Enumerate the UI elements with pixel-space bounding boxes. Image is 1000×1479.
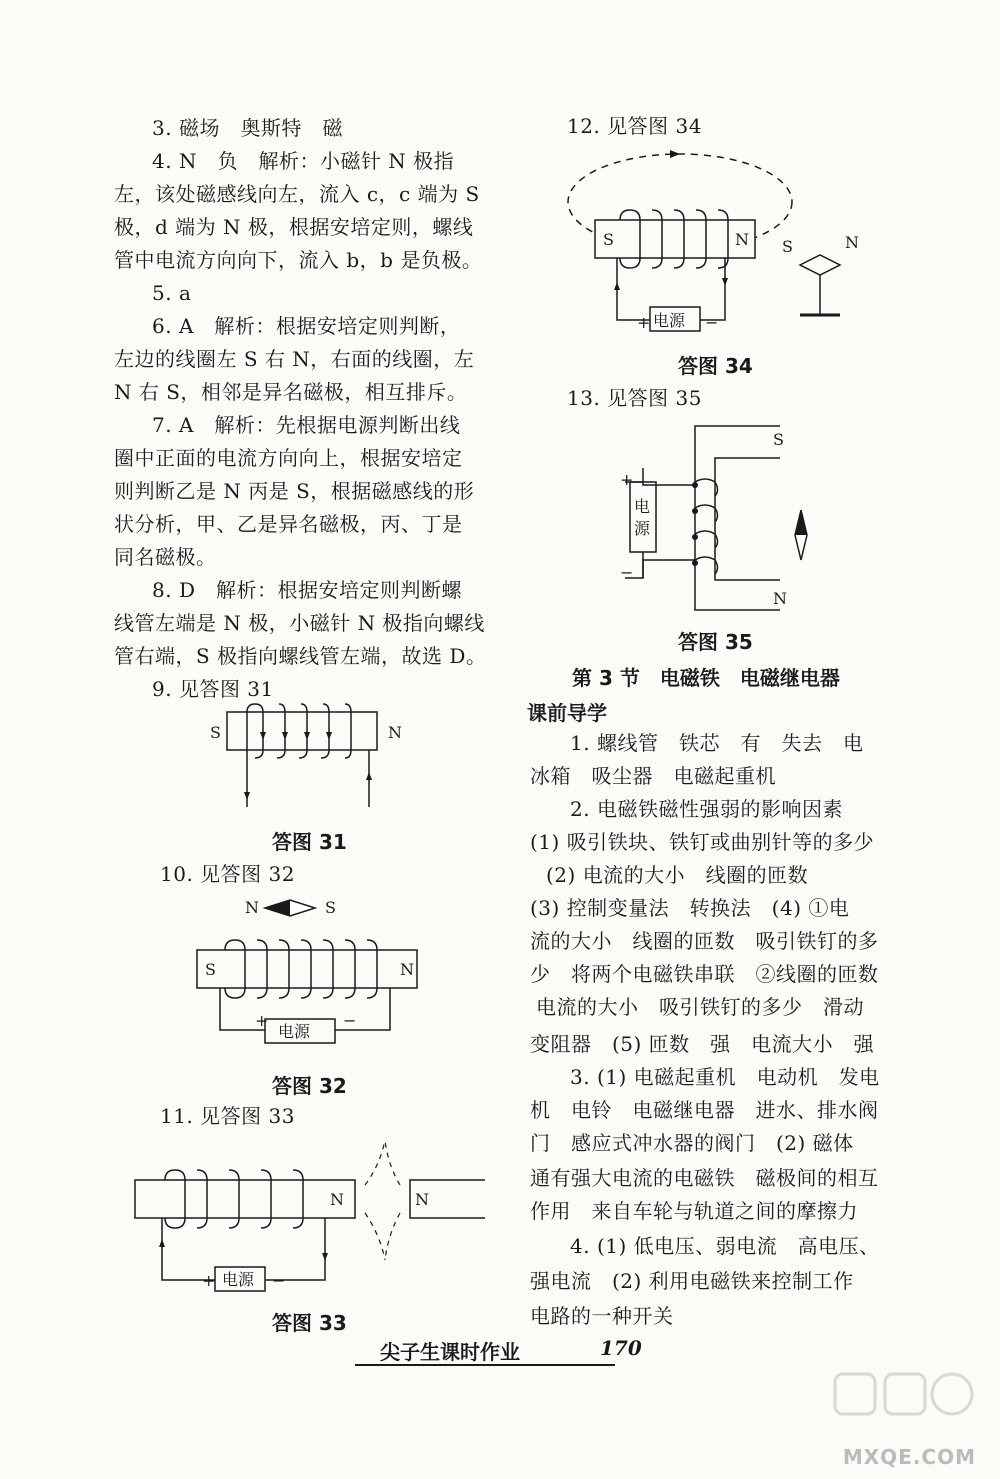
fig35-caption: 答图 35 [678, 630, 753, 654]
fig32-needle-n: N [245, 898, 259, 917]
watermark-url: MXQE.COM [842, 1445, 976, 1469]
fig33-caption: 答图 33 [272, 1311, 347, 1335]
fig34-plus: + [637, 313, 651, 332]
prep-1-line2: 冰箱 吸尘器 电磁起重机 [530, 764, 776, 788]
fig31-caption: 答图 31 [272, 830, 347, 854]
answer-6-line3: N 右 S，相邻是异名磁极，相互排斥。 [114, 380, 468, 404]
answer-7-line1: 7. A 解析：先根据电源判断出线 [152, 413, 461, 437]
answer-7-line3: 则判断乙是 N 丙是 S，根据磁感线的形 [114, 479, 475, 503]
answer-4-line2: 左，该处磁感线向左，流入 c，c 端为 S [114, 182, 480, 206]
prep-3-line1: 3. (1) 电磁起重机 电动机 发电 [570, 1065, 880, 1089]
prep-3-line4: 通有强大电流的电磁铁 磁极间的相互 [530, 1166, 879, 1190]
fig32-minus: − [343, 1011, 357, 1030]
prep-4-line1: 4. (1) 低电压、弱电流 高电压、 [570, 1234, 880, 1258]
prep-2-line6: 少 将两个电磁铁串联 ②线圈的匝数 [530, 962, 879, 986]
page-number: 170 [600, 1336, 642, 1360]
prep-3-line5: 作用 来自车轮与轨道之间的摩擦力 [530, 1199, 858, 1223]
figure-34 [565, 150, 865, 340]
fig35-power-2: 源 [634, 519, 651, 538]
fig34-s-label: S [603, 230, 614, 249]
fig32-n-label: N [400, 960, 414, 979]
figure-33 [130, 1135, 490, 1295]
watermark-logo [830, 1359, 980, 1439]
page-footer [355, 1330, 655, 1370]
answer-4-line3: 极，d 端为 N 极，根据安培定则，螺线 [114, 215, 474, 239]
footer-book-title: 尖子生课时作业 [380, 1340, 520, 1364]
answer-5: 5. a [152, 281, 192, 305]
answer-12: 12. 见答图 34 [567, 114, 702, 138]
fig32-s-label: S [205, 960, 216, 979]
answer-8-line2: 线管左端是 N 极，小磁针 N 极指向螺线 [114, 611, 485, 635]
answer-7-line5: 同名磁极。 [114, 545, 217, 569]
subsection-title: 课前导学 [527, 701, 607, 725]
fig35-minus: − [620, 563, 634, 582]
answer-6-line2: 左边的线圈左 S 右 N，右面的线圈，左 [114, 347, 475, 371]
fig34-power: 电源 [653, 311, 686, 330]
fig33-n1: N [330, 1190, 344, 1209]
fig34-caption: 答图 34 [678, 354, 753, 378]
answer-6-line1: 6. A 解析：根据安培定则判断， [152, 314, 461, 338]
fig34-needle-n: N [845, 233, 859, 252]
answer-13: 13. 见答图 35 [567, 386, 702, 410]
figure-35 [615, 420, 825, 620]
fig34-needle-s: S [782, 237, 793, 256]
prep-2-line5: 流的大小 线圈的匝数 吸引铁钉的多 [530, 929, 879, 953]
prep-3-line2: 机 电铃 电磁继电器 进水、排水阀 [530, 1098, 879, 1122]
fig33-n2: N [415, 1190, 429, 1209]
fig33-plus: + [202, 1271, 216, 1290]
answer-8-line1: 8. D 解析：根据安培定则判断螺 [152, 578, 462, 602]
prep-2-line3: (2) 电流的大小 线圈的匝数 [546, 863, 809, 887]
fig32-plus: + [255, 1011, 269, 1030]
fig32-power: 电源 [278, 1022, 311, 1041]
prep-4-line3: 电路的一种开关 [530, 1304, 674, 1328]
answer-4-line1: 4. N 负 解析：小磁针 N 极指 [152, 149, 455, 173]
answer-8-line3: 管右端，S 极指向螺线管左端，故选 D。 [114, 644, 487, 668]
fig34-minus: − [705, 313, 719, 332]
fig33-minus: − [272, 1271, 286, 1290]
fig35-power-1: 电 [634, 497, 651, 516]
figure-31 [205, 712, 405, 812]
fig35-n-label: N [773, 589, 787, 608]
fig34-n-label: N [735, 230, 749, 249]
answer-10: 10. 见答图 32 [160, 862, 295, 886]
answer-9: 9. 见答图 31 [152, 677, 274, 701]
answer-11: 11. 见答图 33 [160, 1104, 295, 1128]
prep-3-line3: 门 感应式冲水器的阀门 (2) 磁体 [530, 1131, 854, 1155]
prep-1-line1: 1. 螺线管 铁芯 有 失去 电 [570, 731, 864, 755]
fig31-n-label: N [388, 723, 402, 742]
prep-2-line7: 电流的大小 吸引铁钉的多少 滑动 [536, 995, 864, 1019]
fig35-plus: + [620, 470, 634, 489]
prep-2-line2: (1) 吸引铁块、铁钉或曲别针等的多少 [530, 830, 875, 854]
footer-rule [355, 1364, 615, 1366]
fig33-power: 电源 [222, 1270, 255, 1289]
prep-4-line2: 强电流 (2) 利用电磁铁来控制工作 [530, 1269, 854, 1293]
prep-2-line4: (3) 控制变量法 转换法 (4) ①电 [530, 896, 850, 920]
answer-3: 3. 磁场 奥斯特 磁 [152, 116, 343, 140]
fig32-needle-s: S [325, 898, 336, 917]
answer-7-line4: 状分析，甲、乙是异名磁极，丙、丁是 [114, 512, 463, 536]
prep-2-line1: 2. 电磁铁磁性强弱的影响因素 [570, 797, 843, 821]
fig32-caption: 答图 32 [272, 1074, 347, 1098]
figure-32 [195, 895, 425, 1055]
prep-2-line8: 变阻器 (5) 匝数 强 电流大小 强 [530, 1032, 875, 1056]
answer-4-line4: 管中电流方向向下，流入 b，b 是负极。 [114, 248, 483, 272]
fig31-s-label: S [210, 723, 221, 742]
section-title: 第 3 节 电磁铁 电磁继电器 [572, 666, 840, 690]
answer-7-line2: 圈中正面的电流方向向上，根据安培定 [114, 446, 463, 470]
fig35-s-label: S [773, 430, 784, 449]
